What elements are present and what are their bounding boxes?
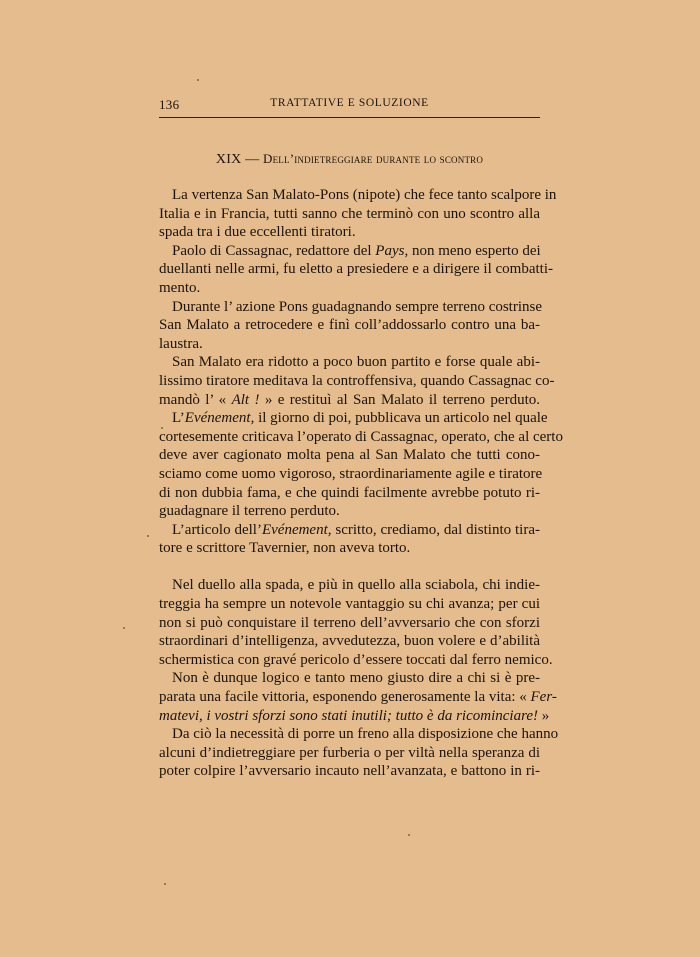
text-italic: Fer- [530,689,557,706]
chapter-heading [159,151,540,168]
text-segment: scritto, crediamo, dal distinto tira- [331,521,540,538]
text-line: sciamo come uomo vigoroso, straordinariamente agile e tiratore [159,465,543,482]
text-segment: mandò l’ « [159,391,232,408]
text-line: laustra. [159,335,203,352]
text-segment: » e restituì al San Malato il terreno perduto. [259,391,540,408]
text-line [159,391,540,410]
paper-speck [147,535,149,537]
text-line: poter colpire l’avversario incauto nell’avanzata, e battono in ri- [159,763,540,780]
text-line: Nel duello alla spada, e più in quello alla sciabola, chi indie- [172,577,540,594]
body-text [159,186,563,781]
text-segment: » [538,707,550,724]
text-segment: L’ [172,410,185,427]
section-gap [159,558,540,577]
text-line [159,242,540,261]
text-line: tore e scrittore Tavernier, non aveva torto. [159,540,411,557]
text-italic: matevi, i vostri sforzi sono stati inutili; tutto è da ricominciare! [159,707,539,724]
chapter-title: Dell’indietreggiare durante lo scontro [263,151,484,166]
text-segment: Paolo di Cassagnac, redattore del [172,242,376,259]
text-line [159,707,550,726]
text-line: schermistica con gravé pericolo d’essere toccati dal ferro nemico. [159,651,553,668]
text-italic: Alt ! [231,391,260,408]
text-italic: Evénement, [184,410,255,427]
text-segment: , non meno esperto dei [404,242,541,259]
text-line: treggia ha sempre un notevole vantaggio su chi avanza; per cui [159,596,540,613]
page-header [159,97,540,117]
text-line: Durante l’ azione Pons guadagnando sempre terreno costrinse [172,298,543,315]
text-line: duellanti nelle armi, fu eletto a presiedere e a dirigere il combatti- [159,261,553,278]
text-segment: L’articolo dell’ [172,521,262,538]
paper-speck [408,834,410,836]
text-segment: parata una facile vittoria, esponendo generosamente la vita: « [159,689,531,706]
running-title: TRATTATIVE E SOLUZIONE [270,97,429,109]
text-line [159,409,548,428]
text-line: straordinari d’intelligenza, avvedutezza, buon volere e d’abilità [159,633,540,650]
text-line: alcuni d’indietreggiare per furberia o per viltà nella speranza di [159,744,540,761]
text-line: Non è dunque logico e tanto meno giusto dire a chi si è pre- [172,670,540,687]
paper-speck [197,79,199,81]
text-line [159,688,557,707]
text-italic: Pays [375,242,405,259]
page-number: 136 [159,97,180,112]
text-line: guadagnare il terreno perduto. [159,503,340,520]
text-line: San Malato era ridotto a poco buon partito e forse quale abi- [172,354,540,371]
text-line: lissimo tiratore meditava la controffensiva, quando Cassagnac co- [159,372,555,389]
text-line: di non dubbia fama, e che quindi facilmente avrebbe potuto ri- [159,484,540,501]
text-line: Da ciò la necessità di porre un freno alla disposizione che hanno [172,726,559,743]
text-line: mento. [159,279,201,296]
chapter-number: XIX — [215,152,264,167]
text-italic: Evénement, [261,521,332,538]
text-line: non si può conquistare il terreno dell’avversario che con sforzi [159,614,540,631]
text-line: cortesemente criticava l’operato di Cassagnac, operato, che al certo [159,428,563,445]
text-line: La vertenza San Malato-Pons (nipote) che fece tanto scalpore in [172,187,557,203]
text-line: deve aver cagionato molta pena al San Malato che tutti cono- [159,447,540,464]
text-line: San Malato a retrocedere e finì coll’addossarlo contro una ba- [159,317,540,334]
paper-speck [161,427,163,429]
text-line: Italia e in Francia, tutti sanno che terminò con uno scontro alla [159,205,540,222]
header-rule [159,117,540,118]
text-line: spada tra i due eccellenti tiratori. [159,224,356,241]
paper-speck [164,883,166,885]
text-line [159,521,540,540]
paper-speck [123,627,125,629]
text-segment: il giorno di poi, pubblicava un articolo nel quale [254,410,548,427]
